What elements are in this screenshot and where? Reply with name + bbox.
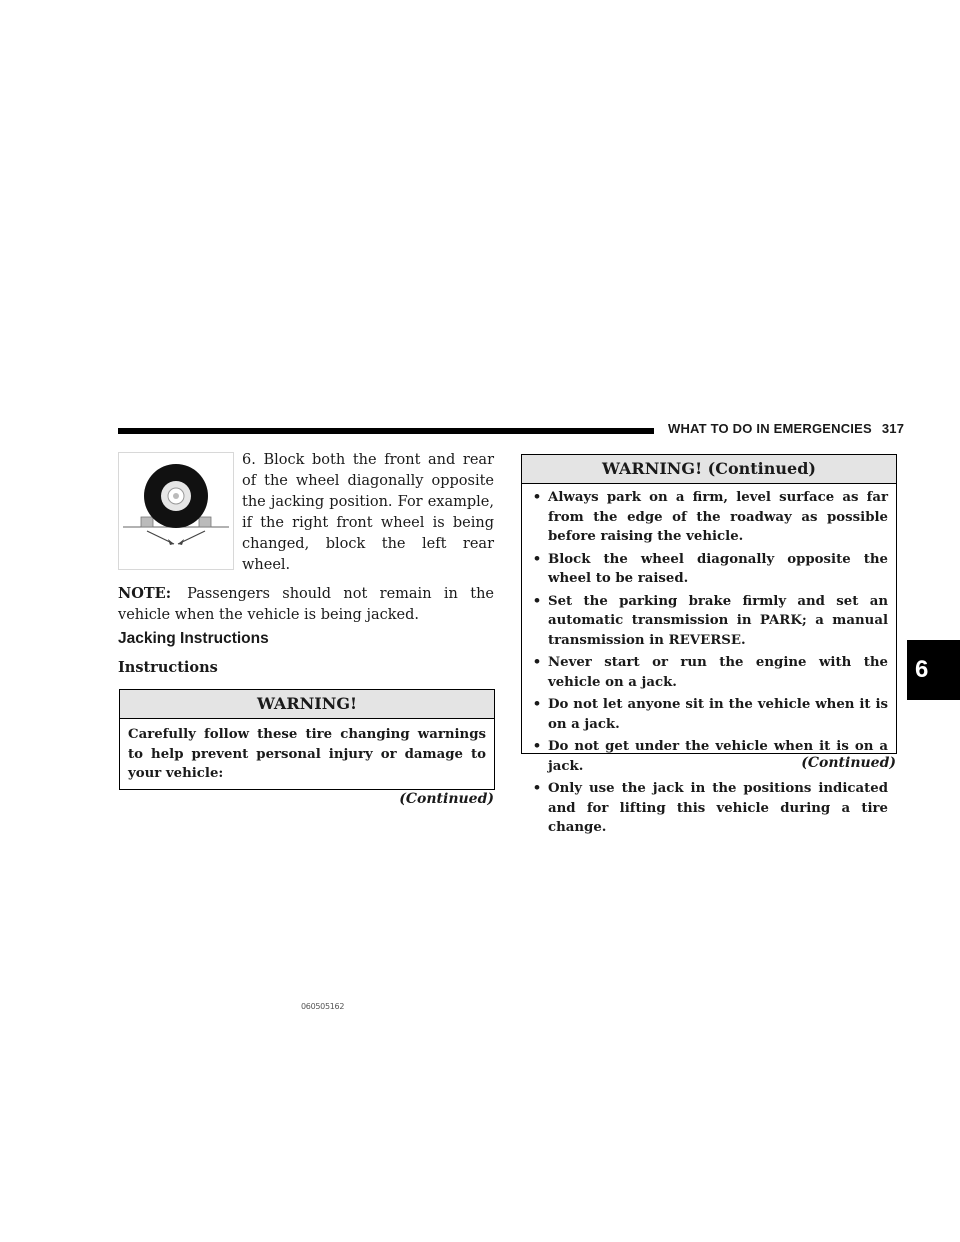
warning-item-text: Never start or run the engine with the vehicle on a jack. xyxy=(548,655,888,690)
warning-item-text: Do not let anyone sit in the vehicle when it is on a jack. xyxy=(548,697,888,732)
warning-item-text: Set the parking brake firmly and set an automatic transmission in PARK; a manual transmission in REVERSE. xyxy=(548,593,888,648)
bullet: • xyxy=(532,490,542,505)
running-header xyxy=(668,421,908,436)
note-text: Passengers should not remain in the vehicle when the vehicle is being jacked. xyxy=(118,586,494,623)
warning-continued-title: WARNING! (Continued) xyxy=(522,455,896,484)
instructions-subheading: Instructions xyxy=(118,659,218,676)
warning-item-text: Block the wheel diagonally opposite the wheel to be raised. xyxy=(548,551,888,586)
figure-caption: 060505162 xyxy=(301,1002,345,1011)
bullet: • xyxy=(532,551,542,567)
warning-list-item xyxy=(530,779,888,838)
step-6-text: 6. Block both the front and rear of the wheel diagonally opposite the jacking position. For example, if the right front wheel is being changed, block the left rear wheel. xyxy=(242,452,494,573)
header-rule xyxy=(118,428,654,434)
note-label: NOTE: xyxy=(118,585,172,602)
bullet: • xyxy=(532,781,542,796)
chapter-tab: 6 xyxy=(907,640,960,700)
continued-label: (Continued) xyxy=(399,791,494,807)
bullet: • xyxy=(532,593,542,609)
section-title: WHAT TO DO IN EMERGENCIES xyxy=(668,421,872,436)
note-paragraph xyxy=(118,583,494,626)
warning-title: WARNING! xyxy=(120,690,494,719)
warning-body: Carefully follow these tire changing warnings to help prevent personal injury or damage to your vehicle: xyxy=(128,727,486,781)
warning-item-text: Do not get under the vehicle when it is on a jack. xyxy=(548,739,888,774)
warning-list-item xyxy=(530,550,888,589)
page-number: 317 xyxy=(881,421,905,436)
continued-label: (Continued) xyxy=(801,755,896,771)
bullet: • xyxy=(532,655,542,670)
warning-list-item xyxy=(530,488,888,547)
warning-continued-box xyxy=(521,454,897,835)
warning-list-item xyxy=(530,592,888,651)
tire-wheel-block-icon xyxy=(119,453,233,569)
jacking-instructions-heading: Jacking Instructions xyxy=(118,630,269,647)
warning-item-text: Always park on a firm, level surface as far from the edge of the roadway as possible before raising the vehicle. xyxy=(548,490,888,544)
warning-list-item xyxy=(530,695,888,734)
bullet: • xyxy=(532,697,542,712)
warning-item-text: Only use the jack in the positions indicated and for lifting this vehicle during a tire change. xyxy=(548,781,888,835)
warning-list xyxy=(522,484,896,838)
bullet: • xyxy=(532,739,542,754)
warning-box xyxy=(119,689,495,790)
warning-list-item xyxy=(530,653,888,692)
